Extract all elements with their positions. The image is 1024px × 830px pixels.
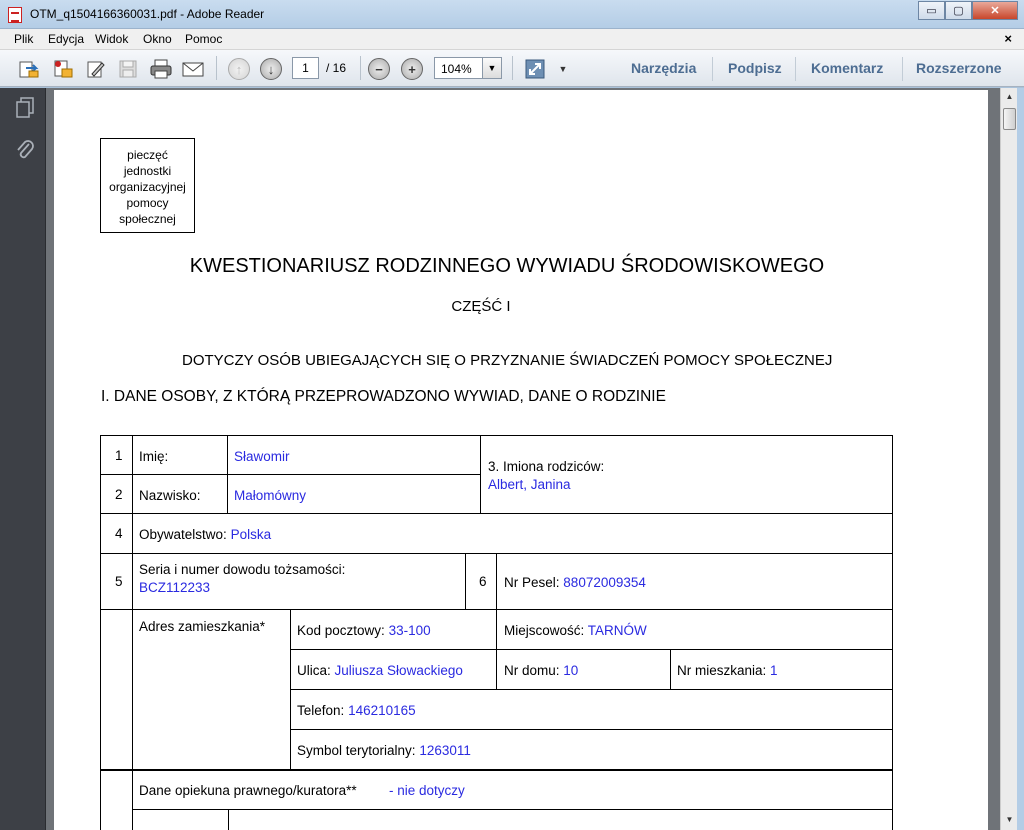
phone-value: 146210165 (348, 703, 416, 718)
scroll-up-icon[interactable]: ▲ (1005, 92, 1014, 101)
citizenship-field[interactable] (132, 513, 893, 554)
save-icon[interactable] (115, 56, 141, 82)
menu-bar (0, 29, 1024, 50)
window-controls (918, 1, 1018, 20)
territorial-symbol-label: Symbol terytorialny: (297, 743, 416, 758)
extended-pane-link[interactable]: Rozszerzone (916, 60, 1002, 76)
citizenship-value: Polska (230, 527, 272, 542)
city-field[interactable] (496, 609, 893, 650)
territorial-symbol-field[interactable] (290, 729, 893, 770)
stamp-line: pieczęć (127, 148, 168, 162)
city-label: Miejscowość: (504, 623, 585, 638)
scroll-down-icon[interactable]: ▼ (1005, 815, 1014, 824)
stamp-line: pomocy (126, 196, 169, 210)
city-line (504, 623, 647, 638)
postal-code-line (297, 623, 431, 638)
territorial-symbol-line (297, 743, 471, 758)
document-part: CZĘŚĆ I (451, 298, 511, 315)
pesel-field[interactable] (496, 553, 893, 610)
stamp-line: społecznej (119, 212, 176, 226)
fit-page-button[interactable] (522, 56, 548, 82)
pdf-app-icon (8, 7, 22, 23)
street-line (297, 663, 463, 678)
first-name-value: Sławomir (234, 449, 290, 464)
row-number (100, 435, 133, 475)
tools-pane-link[interactable]: Narzędzia (631, 60, 697, 76)
house-number-label: Nr domu: (504, 663, 560, 678)
row-number-2: 2 (115, 487, 123, 502)
maximize-button[interactable]: ▢ (945, 1, 972, 20)
create-pdf-icon[interactable] (50, 56, 76, 82)
id-document-value: BCZ112233 (139, 580, 211, 595)
stamp-box (100, 138, 195, 233)
row-number (100, 474, 133, 514)
row-number-1: 1 (115, 448, 123, 463)
menu-edycja[interactable]: Edycja (48, 32, 85, 46)
id-document-label: Seria i numer dowodu tożsamości: (139, 562, 346, 577)
house-number-value: 10 (563, 663, 579, 678)
previous-page-button[interactable] (226, 56, 252, 82)
window-title: OTM_q1504166360031.pdf - Adobe Reader (30, 7, 265, 21)
stamp-line: jednostki (123, 164, 172, 178)
close-window-button[interactable]: ✕ (972, 1, 1018, 20)
pesel-line (504, 575, 646, 590)
house-number-line (504, 663, 578, 678)
navigation-pane (0, 88, 46, 830)
minimize-button[interactable]: ▭ (918, 1, 945, 20)
menu-widok[interactable]: Widok (95, 32, 129, 46)
page-number-input[interactable]: 1 (292, 57, 319, 79)
parents-label: 3. Imiona rodziców: (488, 459, 605, 474)
guardian-label: Dane opiekuna prawnego/kuratora** (139, 783, 357, 798)
title-bar (0, 0, 1024, 29)
guardian-field[interactable] (132, 769, 893, 810)
zoom-out-button[interactable] (366, 56, 392, 82)
plus-icon: + (401, 58, 423, 80)
edit-document-icon[interactable] (83, 56, 109, 82)
menu-okno[interactable]: Okno (143, 32, 172, 46)
next-page-button[interactable] (258, 56, 284, 82)
row-number-6: 6 (479, 574, 487, 589)
last-name-label: Nazwisko: (139, 488, 201, 503)
row-number (100, 609, 133, 770)
postal-code-field[interactable] (290, 609, 497, 650)
comment-pane-link[interactable]: Komentarz (811, 60, 884, 76)
apartment-number-line (677, 663, 778, 678)
arrow-down-icon: ↓ (260, 58, 282, 80)
document-title: KWESTIONARIUSZ RODZINNEGO WYWIADU ŚRODOWISKOWEGO (189, 255, 825, 277)
first-name-field[interactable] (227, 435, 481, 475)
phone-line (297, 703, 416, 718)
vertical-scrollbar[interactable] (1000, 88, 1017, 830)
parents-value: Albert, Janina (488, 477, 571, 492)
zoom-value: 104% (441, 62, 472, 76)
print-icon[interactable] (148, 56, 174, 82)
chevron-down-icon: ▼ (558, 64, 568, 74)
row-number (100, 553, 133, 610)
label-cell (132, 435, 228, 475)
page-total: / 16 (326, 61, 347, 75)
last-name-value: Małomówny (234, 488, 307, 503)
phone-label: Telefon: (297, 703, 345, 718)
zoom-in-button[interactable] (399, 56, 425, 82)
row-number (100, 513, 133, 554)
city-value: TARNÓW (587, 623, 647, 638)
document-view[interactable] (46, 88, 1000, 830)
row-number-5: 5 (115, 574, 123, 589)
postal-code-value: 33-100 (388, 623, 431, 638)
expand-icon (524, 58, 546, 80)
house-number-field[interactable] (496, 649, 671, 690)
territorial-symbol-value: 1263011 (419, 743, 471, 758)
postal-code-label: Kod pocztowy: (297, 623, 385, 638)
guardian-value: - nie dotyczy (389, 783, 465, 798)
email-icon[interactable] (180, 56, 206, 82)
close-document-button[interactable]: × (1004, 31, 1012, 46)
menu-plik[interactable]: Plik (14, 32, 34, 46)
parents-field[interactable] (480, 435, 893, 514)
guardian-detail-field[interactable] (228, 809, 893, 830)
open-file-icon[interactable] (16, 56, 42, 82)
label-cell (132, 809, 229, 830)
sign-pane-link[interactable]: Podpisz (728, 60, 782, 76)
street-field[interactable] (290, 649, 497, 690)
citizenship-label: Obywatelstwo: (139, 527, 227, 542)
apartment-number-label: Nr mieszkania: (677, 663, 767, 678)
row-number (465, 553, 497, 610)
last-name-field[interactable] (227, 474, 481, 514)
arrow-up-icon: ↑ (228, 58, 250, 80)
phone-field[interactable] (290, 689, 893, 730)
apartment-number-field[interactable] (670, 649, 893, 690)
zoom-dropdown-icon[interactable]: ▼ (482, 58, 501, 78)
menu-pomoc[interactable]: Pomoc (185, 32, 223, 46)
address-label-cell (132, 609, 291, 770)
attachments-icon[interactable] (14, 138, 36, 162)
label-cell (132, 474, 228, 514)
citizenship-line (139, 527, 271, 542)
stamp-line: organizacyjnej (109, 180, 186, 194)
row-number (100, 769, 133, 830)
zoom-select[interactable] (434, 57, 502, 79)
toolbar-options-button[interactable] (552, 56, 574, 82)
pdf-page (54, 90, 988, 830)
pesel-value: 88072009354 (563, 575, 646, 590)
street-label: Ulica: (297, 663, 331, 678)
street-value: Juliusza Słowackiego (334, 663, 463, 678)
address-label: Adres zamieszkania* (139, 619, 266, 634)
first-name-label: Imię: (139, 449, 169, 464)
document-subtitle: DOTYCZY OSÓB UBIEGAJĄCYCH SIĘ O PRZYZNANIE ŚWIADCZEŃ POMOCY SPOŁECZNEJ (182, 352, 833, 369)
window-frame (1017, 88, 1024, 830)
id-document-field[interactable] (132, 553, 466, 610)
apartment-number-value: 1 (770, 663, 778, 678)
row-number-4: 4 (115, 526, 123, 541)
minus-icon: − (368, 58, 390, 80)
scroll-thumb[interactable] (1003, 108, 1016, 130)
section-heading: I. DANE OSOBY, Z KTÓRĄ PRZEPROWADZONO WYWIAD, DANE O RODZINIE (101, 388, 666, 405)
pesel-label: Nr Pesel: (504, 575, 560, 590)
pages-icon[interactable] (14, 96, 36, 120)
